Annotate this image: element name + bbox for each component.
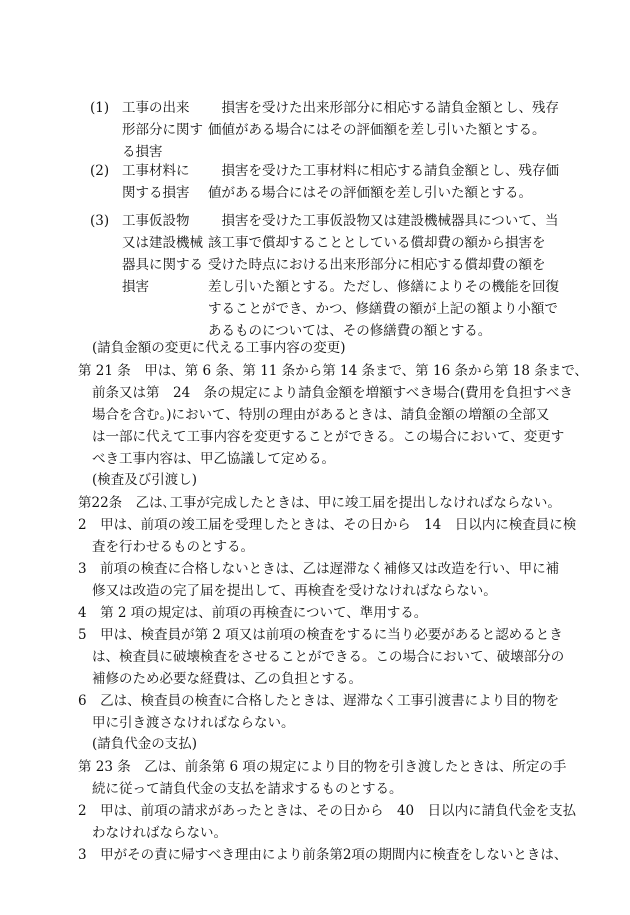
text-line: 甲に引き渡さなければならない。 xyxy=(92,715,295,731)
article-22-paragraph-1 xyxy=(78,491,588,513)
text-line: 第22条 乙は､工事が完成したときは、甲に竣工届を提出しなければならない。 xyxy=(78,495,561,511)
section-heading: (請負金額の変更に代える工事内容の変更) xyxy=(92,340,346,356)
article-22-paragraph-5 xyxy=(78,623,588,689)
text-line: べき工事内容は、甲乙協議して定める。 xyxy=(92,451,335,467)
text-line: は一部に代えて工事内容を変更することができる。この場合において、変更す xyxy=(92,429,565,445)
text-line: 3 甲がその責に帰すべき理由により前条第2項の期間内に検査をしないときは、 xyxy=(78,847,568,863)
text-line: 第 23 条 乙は、前条第 6 項の規定により目的物を引き渡したときは、所定の手 xyxy=(78,759,567,775)
text-line: 修又は改造の完了届を提出して、再検査を受けなければならない。 xyxy=(92,583,497,599)
text-line: 補修のため必要な経費は、乙の負担とする。 xyxy=(92,671,362,687)
article-23-paragraph-1 xyxy=(78,755,588,799)
label-line: 器具に関する xyxy=(122,257,203,273)
desc-line: 損害を受けた工事仮設物又は建設機械器具について、当 xyxy=(208,213,559,229)
label-line: 工事仮設物 xyxy=(122,213,190,229)
damage-item-3 xyxy=(82,210,582,342)
text-line: わなければならない。 xyxy=(92,825,227,841)
text-line: 第 21 条 甲は、第 6 条、第 11 条から第 14 条まで、第 16 条から第 18 条まで、 xyxy=(78,363,588,379)
text-line: 2 甲は、前項の竣工届を受理したときは、その日から 14 日以内に検査員に検 xyxy=(78,517,577,533)
article-22-paragraph-2 xyxy=(78,513,588,557)
section-heading: (請負代金の支払) xyxy=(92,736,198,752)
article-22-paragraph-3 xyxy=(78,557,588,601)
text-line: 査を行わせるものとする。 xyxy=(92,539,254,555)
label-line: る損害 xyxy=(122,144,163,160)
desc-line: することができ、かつ、修繕費の額が上記の額より小額で xyxy=(208,301,558,317)
damage-item-description xyxy=(208,160,588,204)
damage-item-number: (2) xyxy=(90,163,110,179)
desc-line: 該工事で償却することとしている償却費の額から損害を xyxy=(208,235,546,251)
label-line: 形部分に関す xyxy=(122,122,203,138)
section-heading: (検査及び引渡し) xyxy=(92,472,198,488)
desc-line: 差し引いた額とする。ただし、修繕によりその機能を回復 xyxy=(208,279,559,295)
article-22-paragraph-6 xyxy=(78,689,588,733)
desc-line: 損害を受けた出来形部分に相応する請負金額とし、残存 xyxy=(208,100,559,116)
label-line: 関する損害 xyxy=(122,185,190,201)
article-23-paragraph-2 xyxy=(78,799,588,843)
text-line: 6 乙は、検査員の検査に合格したときは、遅滞なく工事引渡書により目的物を xyxy=(78,693,560,709)
article-21 xyxy=(78,359,588,469)
label-line: 又は建設機械 xyxy=(122,235,203,251)
text-line: は、検査員に破壊検査をさせることができる。この場合において、破壊部分の xyxy=(92,649,565,665)
damage-item-label xyxy=(122,160,208,204)
damage-item-number: (1) xyxy=(90,100,110,116)
desc-line: 値がある場合にはその評価額を差し引いた額とする。 xyxy=(208,185,532,201)
text-line: 2 甲は、前項の請求があったときは、その日から 40 日以内に請負代金を支払 xyxy=(78,803,577,819)
label-line: 損害 xyxy=(122,279,149,295)
label-line: 工事の出来 xyxy=(122,100,190,116)
desc-line: 受けた時点における出来形部分に相応する償却費の額を xyxy=(208,257,546,273)
text-line: 3 前項の検査に合格しないときは、乙は遅滞なく補修又は改造を行い、甲に補 xyxy=(78,561,560,577)
article-22-paragraph-4 xyxy=(78,601,588,623)
label-line: 工事材料に xyxy=(122,163,190,179)
desc-line: 損害を受けた工事材料に相応する請負金額とし、残存価 xyxy=(208,163,559,179)
text-line: 続に従って請負代金の支払を請求するものとする。 xyxy=(92,781,403,797)
damage-item-2 xyxy=(82,160,582,204)
damage-item-number: (3) xyxy=(90,213,110,229)
text-line: 4 第 2 項の規定は、前項の再検査について、準用する。 xyxy=(78,605,428,621)
damage-item-1 xyxy=(82,97,582,163)
damage-item-label xyxy=(122,97,208,163)
damage-item-description xyxy=(208,97,588,141)
article-23-paragraph-3 xyxy=(78,843,588,865)
desc-line: 価値がある場合にはその評価額を差し引いた額とする。 xyxy=(208,122,546,138)
text-line: 場合を含む。)において、特別の理由があるときは、請負金額の増額の全部又 xyxy=(92,407,550,423)
text-line: 5 甲は、検査員が第 2 項又は前項の検査をするに当り必要があると認めるとき xyxy=(78,627,563,643)
damage-item-description xyxy=(208,210,588,342)
damage-item-label xyxy=(122,210,208,298)
desc-line: あるものについては、その修繕費の額とする。 xyxy=(208,323,492,339)
text-line: 前条又は第 24 条の規定により請負金額を増額すべき場合(費用を負担すべき xyxy=(92,385,573,401)
